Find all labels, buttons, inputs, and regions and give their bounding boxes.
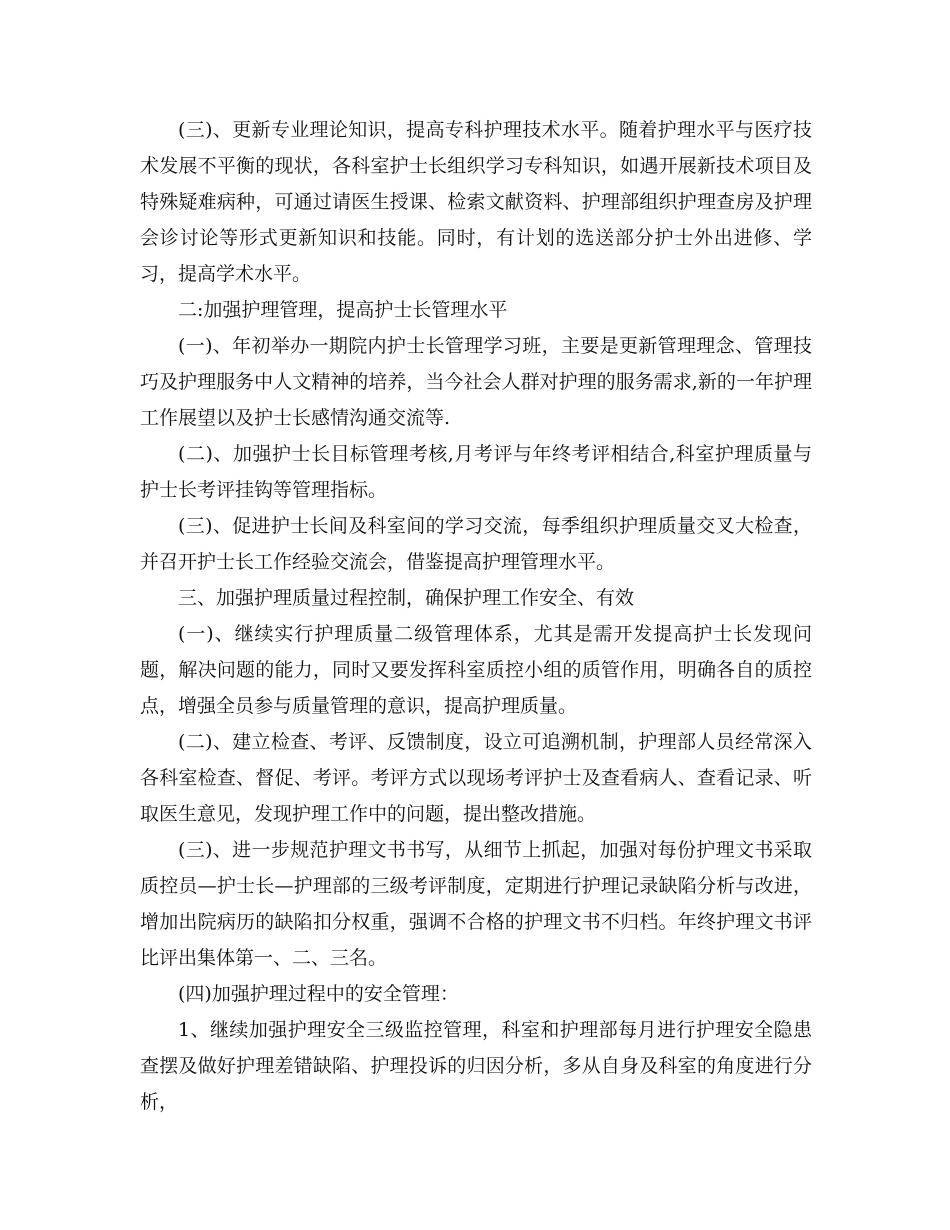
paragraph-safety-monitoring: 1、继续加强护理安全三级监控管理，科室和护理部每月进行护理安全隐患查摆及做好护理差错缺陷、护理投诉的归因分析，多从自身及科室的角度进行分析， xyxy=(140,1019,812,1113)
paragraph-training-class: (一)、年初举办一期院内护士长管理学习班，主要是更新管理理念、管理技巧及护理服务中人文精神的培养，当今社会人群对护理的服务需求,新的一年护理工作展望以及护士长感情沟通交流等. xyxy=(140,335,812,429)
section-heading-management: 二:加强护理管理，提高护士长管理水平 xyxy=(178,299,508,321)
paragraph-quality-system: (一)、继续实行护理质量二级管理体系，尤其是需开发提高护士长发现问题，解决问题的能力，同时又要发挥科室质控小组的质管作用，明确各自的质控点，增强全员参与质量管理的意识，提高护理质量。 xyxy=(140,623,812,717)
paragraph-nursing-documents: (三)、进一步规范护理文书书写，从细节上抓起，加强对每份护理文书采取质控员—护士长—护理部的三级考评制度，定期进行护理记录缺陷分析与改进，增加出院病历的缺陷扣分权重，强调不合格的护理文书不归档。年终护理文书评比评出集体第一、二、三名。 xyxy=(140,839,812,969)
document-body xyxy=(140,112,812,1120)
paragraph-update-knowledge: (三)、更新专业理论知识，提高专科护理技术水平。随着护理水平与医疗技术发展不平衡的现状，各科室护士长组织学习专科知识，如遇开展新技术项目及特殊疑难病种，可通过请医生授课、检索文献资料、护理部组织护理查房及护理会诊讨论等形式更新知识和技能。同时，有计划的选送部分护士外出进修、学习，提高学术水平。 xyxy=(140,119,812,285)
paragraph-target-assessment: (二)、加强护士长目标管理考核,月考评与年终考评相结合,科室护理质量与护士长考评挂钩等管理指标。 xyxy=(140,443,812,501)
subheading-safety-management: (四)加强护理过程中的安全管理： xyxy=(178,983,459,1005)
paragraph-exchange: (三)、促进护士长间及科室间的学习交流，每季组织护理质量交叉大检查，并召开护士长工作经验交流会，借鉴提高护理管理水平。 xyxy=(140,515,812,573)
section-heading-quality-control: 三、加强护理质量过程控制，确保护理工作安全、有效 xyxy=(178,587,635,609)
paragraph-inspection-system: (二)、建立检查、考评、反馈制度，设立可追溯机制，护理部人员经常深入各科室检查、督促、考评。考评方式以现场考评护士及查看病人、查看记录、听取医生意见，发现护理工作中的问题，提出整改措施。 xyxy=(140,731,812,825)
